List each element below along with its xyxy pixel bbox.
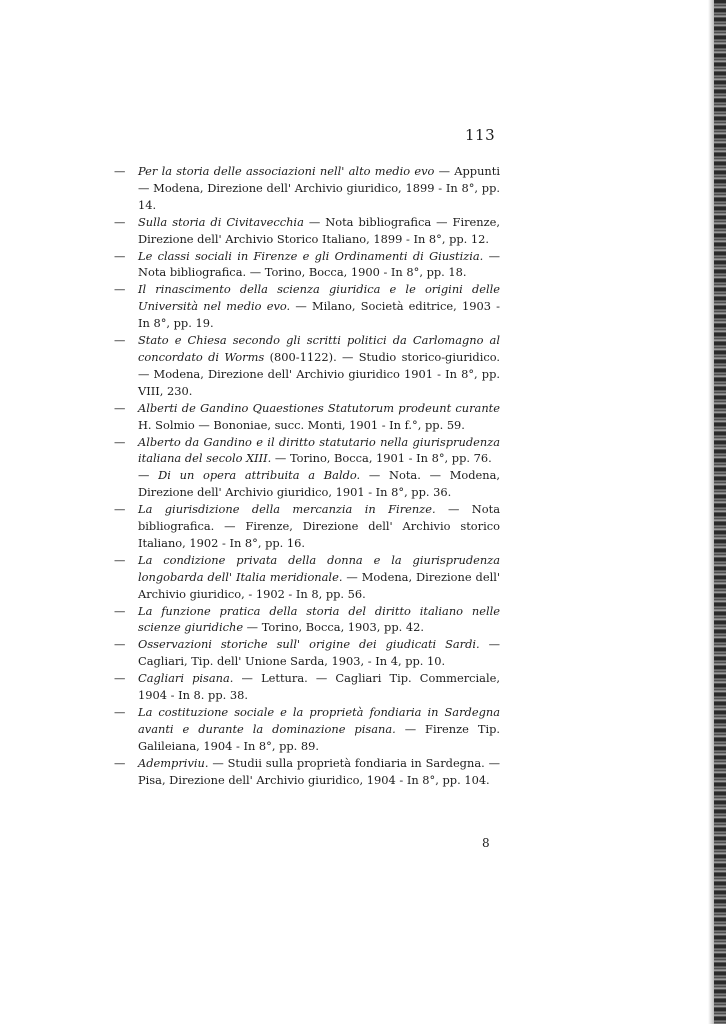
- bibliography-entry: [114, 501, 500, 552]
- entry-dash: —: [114, 705, 126, 719]
- entry-title: Cagliari pisana.: [138, 671, 234, 686]
- bibliography-entry: [114, 248, 500, 282]
- entry-dash: —: [114, 552, 126, 567]
- entry-title: La funzione pratica della storia del diritto italiano nelle scienze giuridiche: [138, 603, 500, 635]
- entry-dash: —: [114, 671, 126, 686]
- book-edge: [714, 0, 726, 1024]
- entry-details: — Torino, Bocca, 1901 - In 8°, pp. 76.: [271, 451, 492, 466]
- entry-details: — Firenze Tip. Galileiana, 1904 - In 8°, pp. 89.: [138, 721, 500, 753]
- entry-title: Adempriviu.: [138, 755, 209, 770]
- entry-title: Alberto da Gandino e il diritto statutario nella giurisprudenza italiana del secolo XIII.: [138, 434, 500, 466]
- entry-title: Stato e Chiesa secondo gli scritti politici da Carlomagno al concordato di Worms: [138, 333, 500, 364]
- entry-details: (800-1122). — Studio storico-giuridico. — Modena, Direzione dell' Archivio giuridico 1901 - In 8°, pp. VIII, 230.: [138, 349, 500, 398]
- bibliography-entry: [114, 214, 500, 248]
- entry-dash: —: [114, 164, 126, 178]
- bibliography-entry: [114, 636, 500, 670]
- entry-dash: —: [114, 755, 126, 770]
- signature-mark: 8: [482, 836, 490, 850]
- bibliography-list: [114, 163, 500, 789]
- entry-details: — Torino, Bocca, 1903, pp. 42.: [243, 620, 424, 635]
- entry-dash: —: [114, 282, 126, 297]
- bibliography-entry: [114, 332, 500, 400]
- bibliography-entry: [114, 603, 500, 637]
- entry-title: Alberti de Gandino Quaestiones Statutorum prodeunt curante: [138, 400, 500, 415]
- bibliography-entry: [114, 281, 500, 332]
- bibliography-entry: [114, 552, 500, 603]
- entry-details: — Cagliari, Tip. dell' Unione Sarda, 1903, - In 4, pp. 10.: [138, 637, 500, 669]
- entry-details: — Nota bibliografica. — Firenze, Direzione dell' Archivio storico Italiano, 1902 - In 8°, pp. 16.: [138, 502, 500, 550]
- entry-details: — Milano, Società editrice, 1903 - In 8°, pp. 19.: [138, 299, 500, 331]
- entry-title: Le classi sociali in Firenze e gli Ordinamenti di Giustizia.: [138, 248, 484, 263]
- entry-dash: —: [114, 333, 126, 348]
- bibliography-entry: [114, 704, 500, 755]
- entry-dash: —: [114, 434, 126, 449]
- bibliography-entry: [114, 670, 500, 704]
- entry-details: — Modena, Direzione dell' Archivio giuridico, - 1902 - In 8, pp. 56.: [138, 569, 500, 601]
- entry-title: Sulla storia di Civitavecchia: [138, 214, 304, 229]
- entry-dash: —: [114, 214, 126, 229]
- bibliography-entry: [114, 434, 500, 468]
- entry-details: — Appunti — Modena, Direzione dell' Archivio giuridico, 1899 - In 8°, pp. 14.: [138, 164, 500, 212]
- entry-dash: —: [114, 248, 126, 263]
- entry-dash: —: [114, 603, 126, 618]
- entry-dash: —: [114, 637, 126, 652]
- entry-details: — Nota. — Modena, Direzione dell' Archivio giuridico, 1901 - In 8°, pp. 36.: [138, 468, 500, 500]
- bibliography-entry: [114, 755, 500, 789]
- entry-title: Il rinascimento della scienza giuridica e le origini delle Università nel medio evo.: [138, 282, 500, 314]
- entry-title: Osservazioni storiche sull' origine dei giudicati Sardi.: [138, 637, 480, 652]
- entry-details: — Nota bibliografica — Firenze, Direzione dell' Archivio Storico Italiano, 1899 - In 8°, pp. 12.: [138, 214, 500, 246]
- entry-title: La condizione privata della donna e la giurisprudenza longobarda dell' Italia meridionale.: [138, 552, 500, 584]
- bibliography-subentry: [114, 467, 500, 501]
- entry-details: — Studii sulla proprietà fondiaria in Sardegna. — Pisa, Direzione dell' Archivio giuridico, 1904 - In 8°, pp. 104.: [138, 755, 500, 787]
- entry-title: Per la storia delle associazioni nell' alto medio evo: [138, 164, 435, 178]
- page-number: 113: [465, 126, 496, 144]
- entry-dash: —: [114, 400, 126, 415]
- entry-dash: —: [114, 502, 126, 517]
- entry-details: H. Solmio — Bononiae, succ. Monti, 1901 - In f.°, pp. 59.: [138, 417, 465, 432]
- entry-title: — Di un opera attribuita a Baldo.: [138, 468, 361, 483]
- entry-details: — Nota bibliografica. — Torino, Bocca, 1900 - In 8°, pp. 18.: [138, 248, 501, 280]
- entry-title: La costituzione sociale e la proprietà fondiaria in Sardegna avanti e durante la dominazione pisana.: [138, 705, 500, 736]
- entry-title: La giurisdizione della mercanzia in Firenze.: [138, 502, 436, 517]
- entry-details: — Lettura. — Cagliari Tip. Commerciale, 1904 - In 8. pp. 38.: [138, 671, 500, 703]
- bibliography-entry: [114, 400, 500, 434]
- bibliography-entry: [114, 163, 500, 214]
